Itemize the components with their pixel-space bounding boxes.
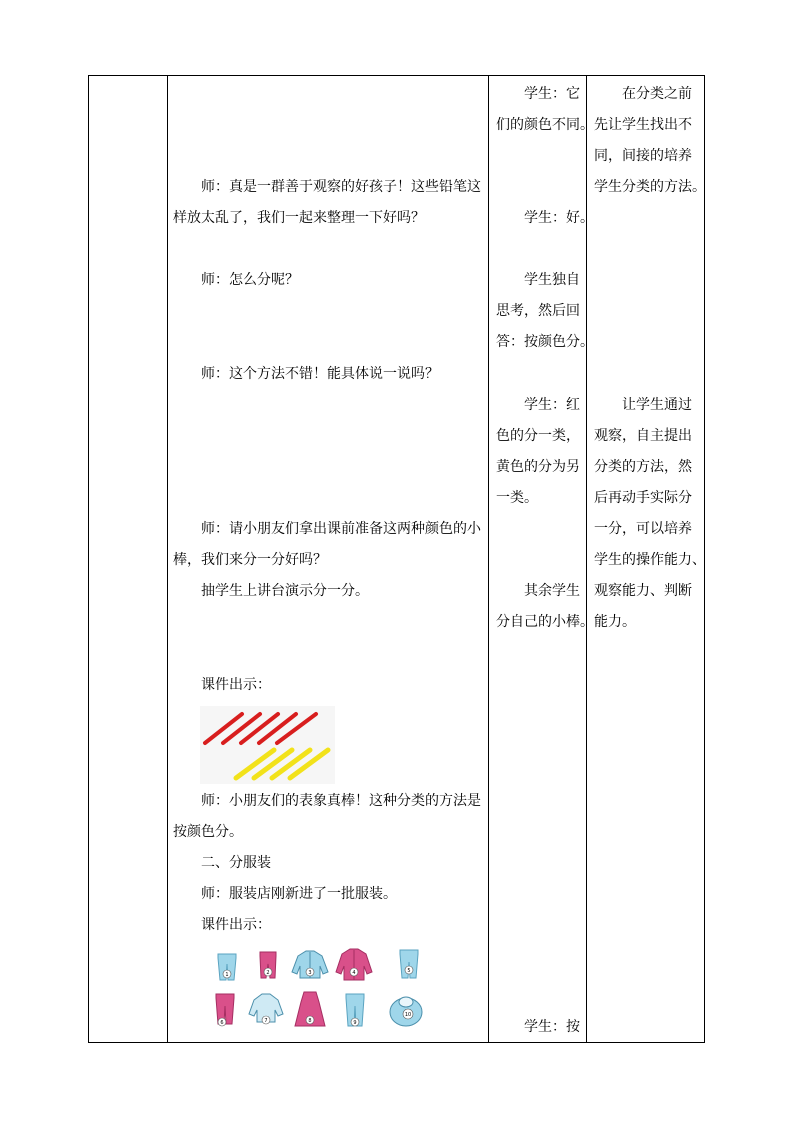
hoodie-icon — [390, 997, 422, 1026]
student-text: 们的颜色不同。 — [496, 117, 594, 133]
svg-text:3: 3 — [308, 970, 312, 976]
svg-text:10: 10 — [404, 1012, 412, 1018]
student-text: 分自己的小棒。 — [496, 614, 594, 630]
shorts-icon — [260, 952, 276, 978]
colored-sticks-image — [200, 706, 335, 784]
teacher-text: 样放太乱了，我们一起来整理一下好吗？ — [173, 210, 425, 226]
intent-text: 后再动手实际分 — [594, 490, 692, 506]
teacher-text: 棒，我们来分一分好吗？ — [173, 552, 327, 568]
svg-text:8: 8 — [308, 1018, 312, 1024]
teacher-text: 师：服装店刚新进了一批服装。 — [201, 886, 397, 902]
intent-text: 分类的方法，然 — [594, 459, 692, 475]
intent-text: 学生的操作能力、 — [594, 552, 706, 568]
student-text: 思考，然后回 — [496, 303, 580, 319]
teacher-text: 师：真是一群善于观察的好孩子！这些铅笔这 — [201, 179, 481, 195]
svg-text:7: 7 — [264, 1018, 268, 1024]
section-column-cell — [89, 76, 168, 1043]
teacher-text: 师：怎么分呢？ — [201, 272, 299, 288]
svg-text:2: 2 — [266, 970, 270, 976]
trousers-icon — [346, 994, 364, 1026]
teacher-text: 二、分服装 — [201, 855, 271, 871]
intent-text: 能力。 — [594, 614, 636, 630]
jeans-icon — [400, 950, 418, 978]
svg-text:5: 5 — [407, 968, 411, 974]
intent-text: 在分类之前 — [622, 86, 692, 102]
teacher-text: 师：这个方法不错！能具体说一说吗？ — [201, 366, 439, 382]
intent-text: 一分，可以培养 — [594, 521, 692, 537]
teacher-text: 课件出示： — [201, 917, 271, 933]
student-text: 学生：它 — [524, 86, 580, 102]
svg-text:4: 4 — [352, 970, 356, 976]
intent-text: 同，间接的培养 — [594, 148, 692, 164]
svg-text:9: 9 — [353, 1020, 357, 1026]
student-text: 其余学生 — [524, 583, 580, 599]
teacher-text: 课件出示： — [201, 677, 271, 693]
student-text: 答：按颜色分。 — [496, 334, 594, 350]
coat-icon — [336, 949, 372, 980]
jacket-icon — [292, 951, 328, 978]
pants-icon — [216, 994, 234, 1026]
intent-text: 先让学生找出不 — [594, 117, 692, 133]
intent-text: 学生分类的方法。 — [594, 179, 706, 195]
pants-icon — [218, 954, 236, 980]
shirt-icon — [249, 994, 283, 1024]
student-text: 色的分一类， — [496, 428, 580, 444]
dress-icon — [295, 992, 325, 1026]
teacher-text: 按颜色分。 — [173, 824, 243, 840]
clothing-items-image — [210, 942, 440, 1032]
intent-text: 让学生通过 — [622, 397, 692, 413]
svg-text:1: 1 — [225, 972, 229, 978]
intent-text: 观察能力、判断 — [594, 583, 692, 599]
student-text: 学生：按 — [524, 1019, 580, 1035]
teacher-text: 师：请小朋友们拿出课前准备这两种颜色的小 — [201, 521, 481, 537]
student-text: 一类。 — [496, 490, 538, 506]
student-text: 学生：好。 — [524, 210, 594, 226]
student-text: 学生独自 — [524, 272, 580, 288]
student-text: 黄色的分为另 — [496, 459, 580, 475]
svg-text:6: 6 — [220, 1020, 224, 1026]
teacher-text: 师：小朋友们的表象真棒！这种分类的方法是 — [201, 793, 481, 809]
teacher-text: 抽学生上讲台演示分一分。 — [201, 583, 369, 599]
student-text: 学生：红 — [524, 397, 580, 413]
intent-text: 观察，自主提出 — [594, 428, 692, 444]
